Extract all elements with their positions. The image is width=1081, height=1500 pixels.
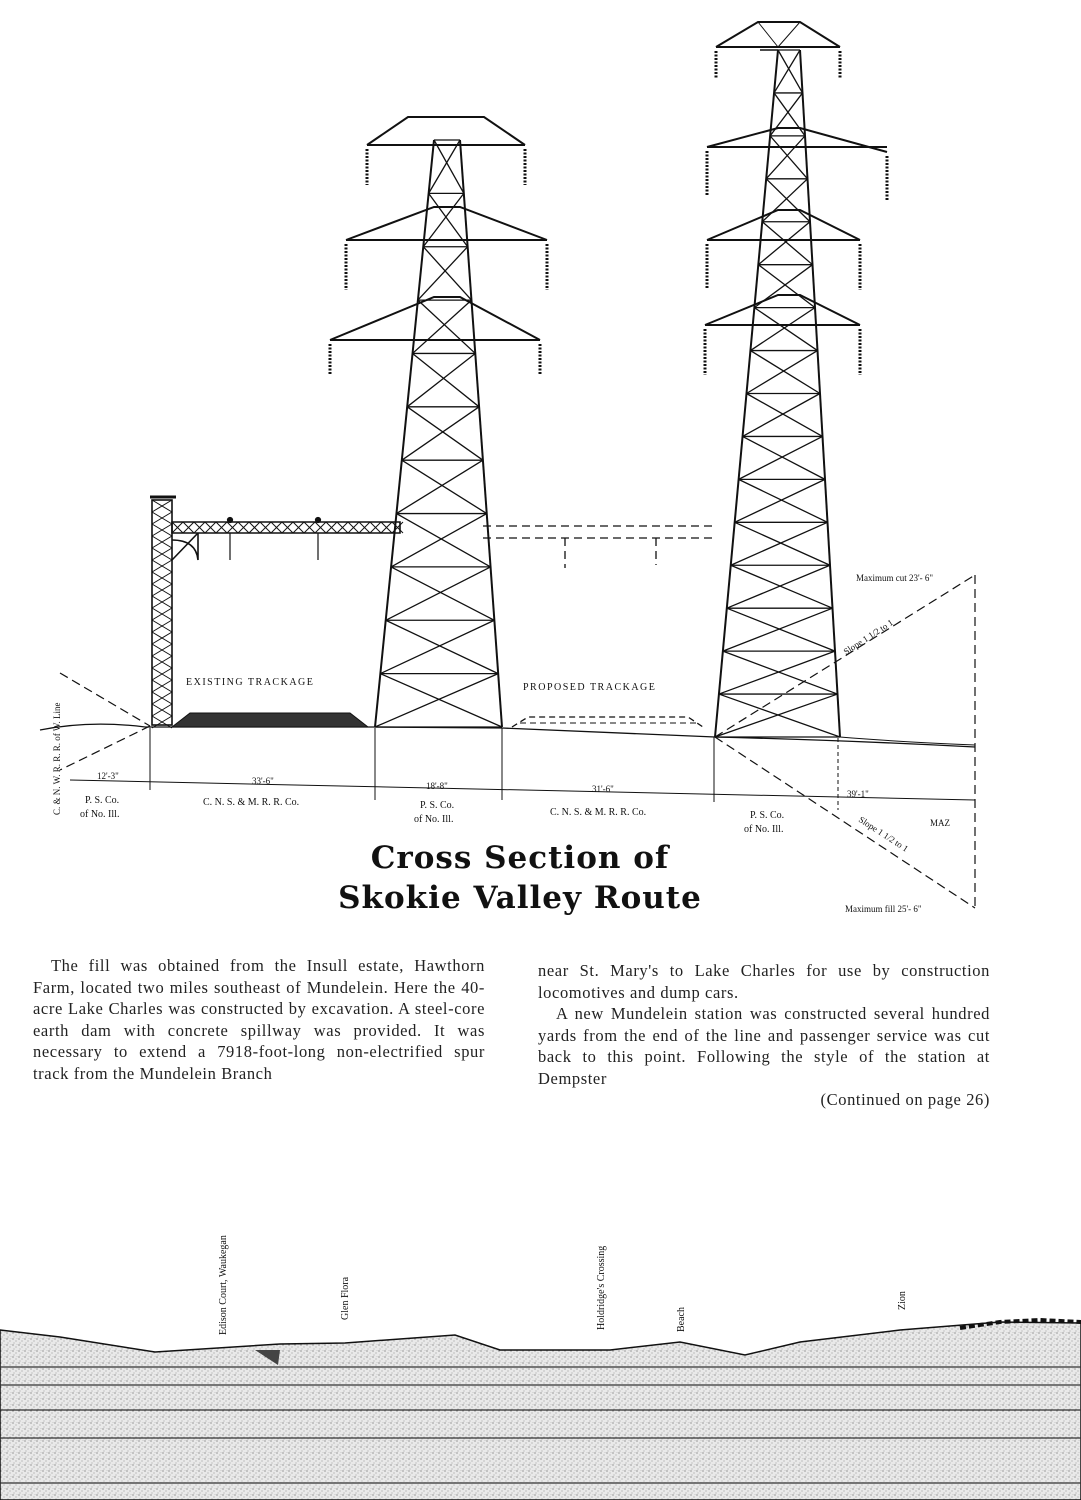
- proposed-catenary: [483, 526, 714, 568]
- owner-5-line1: P. S. Co.: [750, 810, 785, 821]
- place-edison-court: Edison Court, Waukegan: [218, 1235, 229, 1335]
- right-transmission-tower: [705, 22, 887, 737]
- right-paragraph-2: A new Mundelein station was constructed several hundred yards from the end of the line and passenger service was cut back to this point. Following the style of the station at Dempster: [538, 1004, 990, 1088]
- max-cut-label: Maximum cut 23'- 6": [856, 573, 934, 583]
- figure-title: [240, 838, 800, 918]
- row-line-label: C. & N. W. R. R. R. of W. Line: [52, 702, 62, 815]
- owner-1-line1: P. S. Co.: [85, 795, 120, 806]
- left-transmission-tower: [330, 117, 547, 727]
- slope-lower-label: Slope 1 1/2 to 1: [856, 814, 911, 854]
- dimension-1: 12'-3": [97, 771, 119, 781]
- dimension-5: 39'-1": [847, 789, 869, 799]
- dimension-2: 33'-6": [252, 776, 274, 786]
- figure-title-line2: Skokie Valley Route: [338, 880, 702, 916]
- place-holdridges-crossing: Holdridge's Crossing: [596, 1245, 607, 1330]
- max-fill-label: Maximum fill 25'- 6": [845, 904, 922, 914]
- dimension-3: 18'-8": [426, 781, 448, 791]
- place-glen-flora: Glen Flora: [340, 1276, 351, 1320]
- proposed-trackage-label: PROPOSED TRACKAGE: [523, 682, 657, 693]
- owner-5-line2: of No. Ill.: [744, 824, 784, 835]
- owner-2: C. N. S. & M. R. R. Co.: [203, 797, 300, 808]
- place-beach: Beach: [676, 1307, 687, 1332]
- owner-1-line2: of No. Ill.: [80, 809, 120, 820]
- owner-4: C. N. S. & M. R. R. Co.: [550, 807, 647, 818]
- figure-title-line1: Cross Section of: [370, 840, 670, 876]
- article-right-column: [538, 960, 990, 1111]
- slope-upper-label: Slope 1 1/2 to 1: [841, 617, 895, 657]
- existing-trackage-label: EXISTING TRACKAGE: [186, 677, 315, 688]
- catenary-bridge: [150, 497, 400, 725]
- continued-note: (Continued on page 26): [820, 1090, 990, 1109]
- dimension-4: 31'-6": [592, 784, 614, 794]
- route-profile: [0, 1320, 1081, 1500]
- maz-label: MAZ: [930, 818, 950, 828]
- owner-3-line2: of No. Ill.: [414, 814, 454, 825]
- right-paragraph-1: near St. Mary's to Lake Charles for use by construction locomotives and dump cars.: [538, 961, 990, 1002]
- place-zion: Zion: [897, 1291, 908, 1310]
- left-paragraph: The fill was obtained from the Insull estate, Hawthorn Farm, located two miles southeast of Mundelein. Here the 40-acre Lake Charles was constructed by excavation. A steel-core earth dam with concrete spillway was provided. It was necessary to extend a 7918-foot-long non-electrified spur track from the Mundelein Branch: [33, 956, 485, 1083]
- article-left-column: [33, 955, 485, 1084]
- owner-3-line1: P. S. Co.: [420, 800, 455, 811]
